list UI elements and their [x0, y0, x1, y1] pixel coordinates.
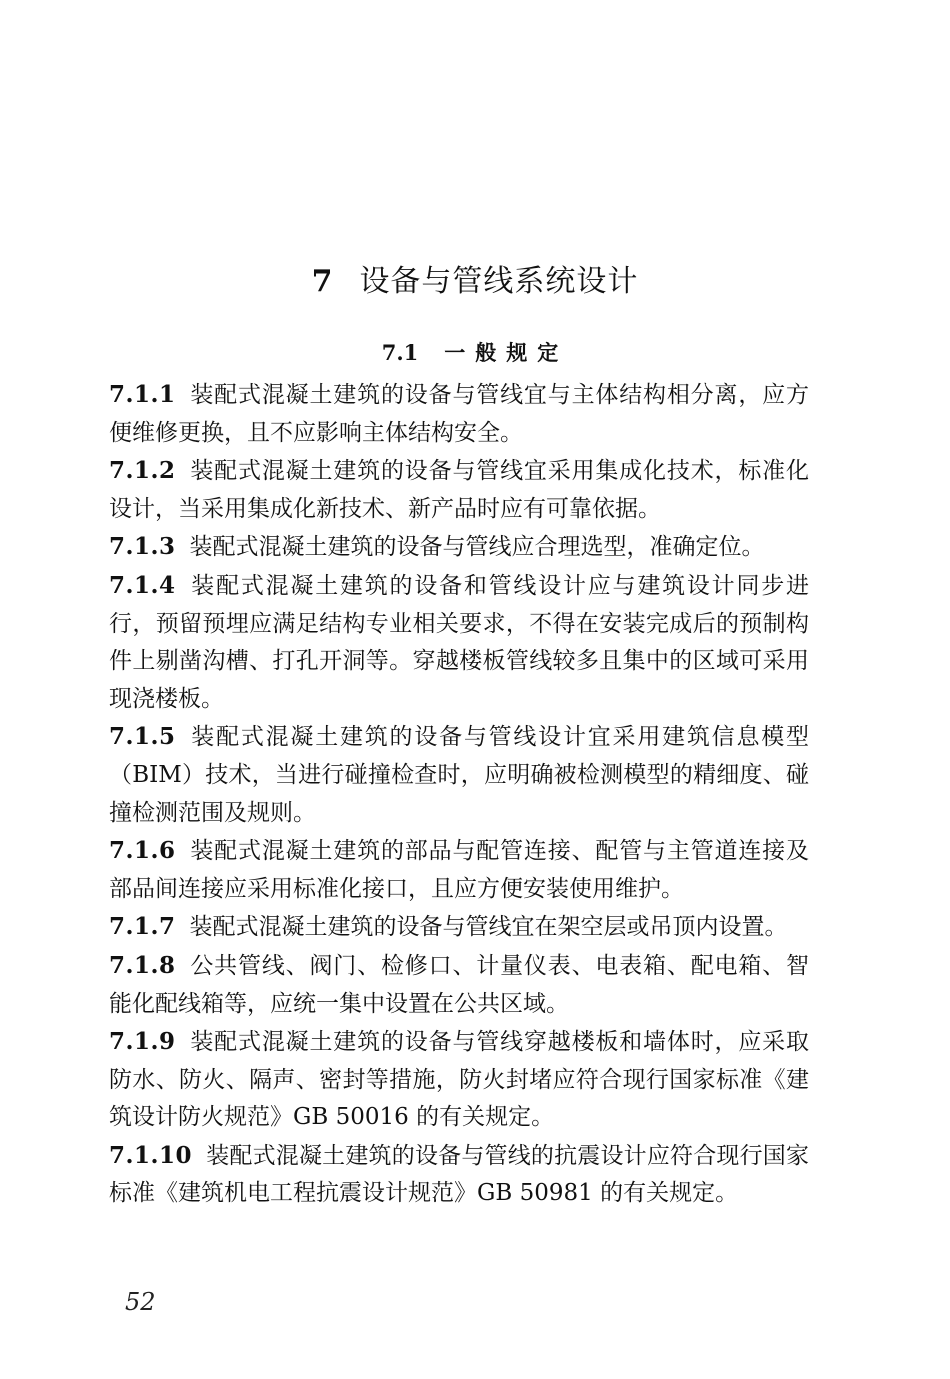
- clause-7-1-5: [109, 718, 809, 832]
- chapter-title: 设备与管线系统设计: [359, 264, 639, 300]
- clause-text: 装配式混凝土建筑的设备与管线宜与主体结构相分离，应方便维修更换，且不应影响主体结构安全。: [109, 382, 809, 446]
- section-number: 7.1: [381, 340, 419, 366]
- clause-7-1-8: [109, 947, 809, 1023]
- clause-text: 公共管线、阀门、检修口、计量仪表、电表箱、配电箱、智能化配线箱等，应统一集中设置在公共区域。: [109, 952, 809, 1017]
- clause-text: 装配式混凝土建筑的设备与管线穿越楼板和墙体时，应采取防水、防火、隔声、密封等措施，防火封堵应符合现行国家标准《建筑设计防火规范》GB 50016 的有关规定。: [109, 1029, 809, 1131]
- page-number: 52: [125, 1288, 156, 1316]
- section-title: 一般规定: [444, 340, 569, 366]
- clause-7-1-10: [109, 1137, 809, 1213]
- clause-7-1-9: [109, 1023, 809, 1137]
- clause-7-1-1: [109, 376, 809, 452]
- chapter-number: 7: [311, 264, 334, 300]
- clause-number: 7.1.9: [109, 1028, 176, 1056]
- clause-number: 7.1.6: [109, 837, 176, 865]
- clause-text: 装配式混凝土建筑的部品与配管连接、配管与主管道连接及部品间连接应采用标准化接口，且应方便安装使用维护。: [109, 838, 809, 902]
- clause-number: 7.1.10: [109, 1141, 193, 1169]
- clause-number: 7.1.1: [109, 381, 176, 408]
- clause-7-1-3: [109, 528, 809, 567]
- clause-number: 7.1.4: [109, 571, 176, 599]
- clause-number: 7.1.7: [109, 913, 176, 941]
- clause-text: 装配式混凝土建筑的设备与管线的抗震设计应符合现行国家标准《建筑机电工程抗震设计规范》GB 50981 的有关规定。: [109, 1142, 809, 1207]
- clause-7-1-4: [109, 567, 809, 718]
- clause-number: 7.1.3: [109, 533, 176, 561]
- clause-number: 7.1.2: [109, 457, 176, 485]
- clause-7-1-2: [109, 452, 809, 528]
- clause-number: 7.1.8: [109, 951, 176, 979]
- chapter-heading: [0, 258, 950, 306]
- clause-text: 装配式混凝土建筑的设备与管线应合理选型，准确定位。: [189, 534, 765, 561]
- clause-7-1-7: [109, 908, 809, 947]
- section-heading: [0, 335, 950, 371]
- clause-text: 装配式混凝土建筑的设备与管线宜采用集成化技术，标准化设计，当采用集成化新技术、新产品时应有可靠依据。: [109, 458, 809, 522]
- clause-list: [109, 376, 809, 1213]
- clause-text: 装配式混凝土建筑的设备与管线设计宜采用建筑信息模型（BIM）技术，当进行碰撞检查时，应明确被检测模型的精细度、碰撞检测范围及规则。: [109, 724, 809, 826]
- clause-text: 装配式混凝土建筑的设备和管线设计应与建筑设计同步进行，预留预埋应满足结构专业相关要求，不得在安装完成后的预制构件上剔凿沟槽、打孔开洞等。穿越楼板管线较多且集中的区域可采用现浇楼板。: [109, 572, 809, 712]
- clause-number: 7.1.5: [109, 723, 176, 751]
- clause-text: 装配式混凝土建筑的设备与管线宜在架空层或吊顶内设置。: [189, 914, 788, 941]
- clause-7-1-6: [109, 832, 809, 908]
